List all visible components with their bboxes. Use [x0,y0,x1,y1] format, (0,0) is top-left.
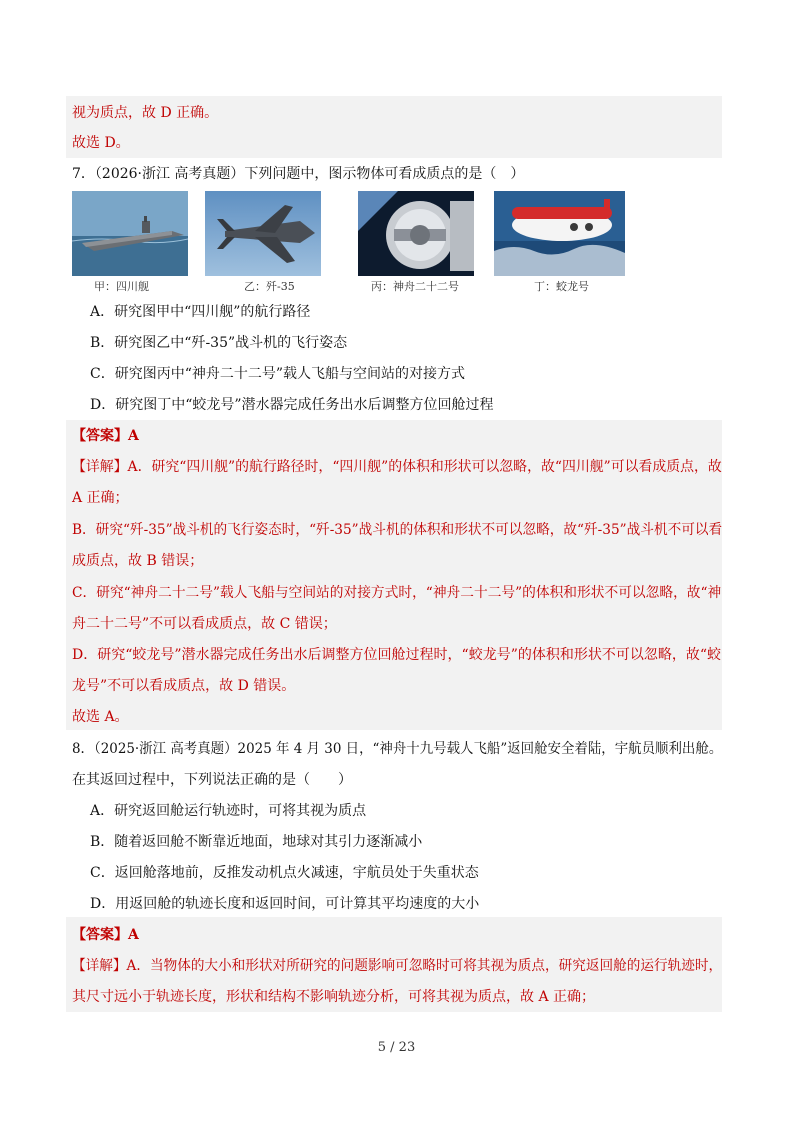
q7-option-c: C．研究图丙中“神舟二十二号”载人飞船与空间站的对接方式 [90,366,466,382]
q8-stem: 8．（2025·浙江 高考真题）2025 年 4 月 30 日，“神舟十九号载人飞船”返回舱安全着陆，宇航员顺利出舱。 [72,741,723,757]
page-number: 5 / 23 [377,1040,416,1055]
q7-option-d: D．研究图丁中“蛟龙号”潜水器完成任务出水后调整方位回舱过程 [90,397,494,413]
q8-answer: 【答案】A [72,927,139,943]
image-sichuan-ship [72,191,188,276]
spacecraft-icon [358,191,474,276]
image-shenzhou [358,191,474,276]
image-caption: 丁：蛟龙号 [534,280,589,293]
q7-conclusion: 故选 A。 [72,709,129,725]
q7-answer: 【答案】A [72,428,139,444]
q7-detail-line: 成质点，故 B 错误； [72,553,204,569]
previous-conclusion: 故选 D。 [72,135,130,151]
q7-detail-line: B．研究“歼-35”战斗机的飞行姿态时，“歼-35”战斗机的体积和形状不可以忽略，故“歼-35”战斗机不可以看 [72,522,723,538]
image-caption: 甲：四川舰 [94,280,149,293]
image-jiaolong [494,191,625,276]
q8-detail-line: 【详解】A．当物体的大小和形状对所研究的问题影响可忽略时可将其视为质点，研究返回舱的运行轨迹时， [72,958,723,974]
image-j35 [205,191,321,276]
q7-option-a: A．研究图甲中“四川舰”的航行路径 [90,304,311,320]
q8-option-b: B．随着返回舱不断靠近地面，地球对其引力逐渐减小 [90,834,423,850]
q7-detail-line: 龙号”不可以看成质点，故 D 错误。 [72,678,296,694]
q7-stem: 7．（2026·浙江 高考真题）下列问题中，图示物体可看成质点的是（ ） [72,166,525,182]
q7-detail-line: A 正确； [72,490,129,506]
q7-detail-line: C．研究“神舟二十二号”载人飞船与空间站的对接方式时，“神舟二十二号”的体积和形状不可以忽略，故“神 [72,585,722,601]
q8-detail-line: 其尺寸远小于轨迹长度，形状和结构不影响轨迹分析，可将其视为质点，故 A 正确； [72,989,596,1005]
aircraft-carrier-icon [72,191,188,276]
submersible-icon [494,191,625,276]
fighter-jet-icon [205,191,321,276]
q7-option-b: B．研究图乙中“歼-35”战斗机的飞行姿态 [90,335,348,351]
q7-detail-line: 舟二十二号”不可以看成质点，故 C 错误； [72,616,337,632]
q8-stem-continued: 在其返回过程中，下列说法正确的是（ ） [72,772,352,788]
image-caption: 丙：神舟二十二号 [371,280,459,293]
q7-detail-line: D．研究“蛟龙号”潜水器完成任务出水后调整方位回舱过程时，“蛟龙号”的体积和形状不可以忽略，故“蛟 [72,647,722,663]
q7-detail-line: 【详解】A．研究“四川舰”的航行路径时，“四川舰”的体积和形状可以忽略，故“四川舰”可以看成质点，故 [72,459,722,475]
image-caption: 乙：歼-35 [244,280,295,293]
q8-option-a: A．研究返回舱运行轨迹时，可将其视为质点 [90,803,367,819]
q8-option-c: C．返回舱落地前，反推发动机点火减速，宇航员处于失重状态 [90,865,479,881]
q8-option-d: D．用返回舱的轨迹长度和返回时间，可计算其平均速度的大小 [90,896,480,912]
previous-detail-line: 视为质点，故 D 正确。 [72,105,219,121]
